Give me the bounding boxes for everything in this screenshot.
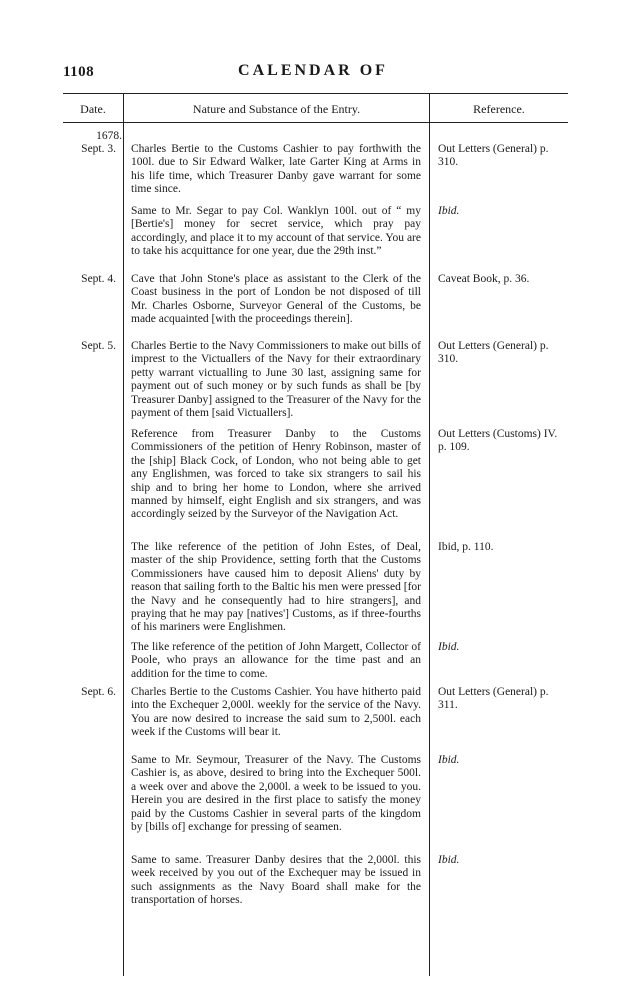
entry-date: Sept. 5. bbox=[81, 340, 116, 352]
entry-text bbox=[131, 686, 421, 740]
entry-text bbox=[131, 641, 421, 681]
table-top-rule bbox=[63, 93, 568, 94]
entry-date: Sept. 4. bbox=[81, 273, 116, 285]
column-divider-1 bbox=[123, 93, 124, 976]
entry-paragraph: Same to same. Treasurer Danby desires that the 2,000l. this week received by you out of the Exchequer may be issued in such assignments as the Navy Board shall make for the transportation of horses. bbox=[131, 854, 421, 907]
entry-paragraph: The like reference of the petition of John Margett, Collector of Poole, who prays an allowance for the time past and an addition for the time to come. bbox=[131, 641, 421, 680]
entry-paragraph: Charles Bertie to the Navy Commissioners to make out bills of imprest to the Victuallers of the Navy for their extraordinary petty warrant victualling to June 30 last, assigning same for payment out of such money or by such funds as shall be [by Treasurer Danby] assigned to the Treasurer of the Navy for the payment of them [said Victuallers]. bbox=[131, 340, 421, 420]
entry-date: Sept. 3. bbox=[81, 143, 116, 155]
entry-reference: Ibid. bbox=[438, 854, 460, 866]
entry-reference: Ibid, p. 110. bbox=[438, 541, 494, 553]
entry-reference: Out Letters (General) p. 310. bbox=[438, 143, 549, 169]
entry-text bbox=[131, 205, 421, 259]
column-header-date: Date. bbox=[80, 102, 106, 116]
entry-text bbox=[131, 273, 421, 327]
entry-paragraph: The like reference of the petition of John Estes, of Deal, master of the ship Providence, setting forth that the Customs Commissioners have caused him to deposit Aliens' duty by reason that sailing forth to the Baltic his men were pressed [for the Navy and he consequently had to hire strangers], and praying that he may pay [natives'] Customs, as if three-fourths of his mariners were Englishmen. bbox=[131, 541, 421, 634]
column-header-reference: Reference. bbox=[473, 102, 525, 116]
table-header-rule bbox=[63, 122, 568, 123]
entry-paragraph: Charles Bertie to the Customs Cashier to pay forthwith the 100l. due to Sir Edward Walker, late Garter King at Arms in his life time, which Treasurer Danby gave warrant for some time since. bbox=[131, 143, 421, 196]
entry-paragraph: Same to Mr. Seymour, Treasurer of the Navy. The Customs Cashier is, as above, desired to bring into the Exchequer 500l. a week over and above the 2,000l. a week to be issued to you. Herein you are desired in the first place to satisfy the money paid by the Customs Cashier in several parts of the kingdom by [bills of] exchange for pressing of seamen. bbox=[131, 754, 421, 834]
entry-reference: Out Letters (Customs) IV. p. 109. bbox=[438, 428, 558, 454]
entry-text bbox=[131, 541, 421, 635]
entry-reference: Caveat Book, p. 36. bbox=[438, 273, 530, 285]
entry-reference: Ibid. bbox=[438, 641, 460, 653]
entry-text bbox=[131, 340, 421, 420]
column-divider-2 bbox=[429, 93, 430, 976]
entry-paragraph: Reference from Treasurer Danby to the Customs Commissioners of the petition of Henry Robinson, master of the [ship] Black Cock, of London, who not being able to get any Englishmen, was forced to take six strangers to sail his ship and to bring her home to London, where she arrived manned by himself, eight English and six strangers, and was accordingly seized by the Surveyor of the Navigation Act. bbox=[131, 428, 421, 521]
entry-reference: Ibid. bbox=[438, 205, 460, 217]
entry-reference: Ibid. bbox=[438, 754, 460, 766]
entry-paragraph: Charles Bertie to the Customs Cashier. You have hitherto paid into the Exchequer 2,000l. weekly for the service of the Navy. You are now desired to increase the said sum to 2,500l. each week if the Customs will bear it. bbox=[131, 686, 421, 739]
entry-reference: Out Letters (General) p. 310. bbox=[438, 340, 549, 366]
entry-text bbox=[131, 754, 421, 834]
entry-text bbox=[131, 143, 421, 197]
entry-paragraph: Same to Mr. Segar to pay Col. Wanklyn 100l. out of “ my [Bertie's] money for secret service, which pray pay accordingly, and place it to my account of that service. You are to take his acquittance for one year, due the 29th inst.” bbox=[131, 205, 421, 258]
entry-date: Sept. 6. bbox=[81, 686, 116, 698]
entry-text bbox=[131, 428, 421, 522]
entry-text bbox=[131, 854, 421, 908]
page-number: 1108 bbox=[63, 64, 95, 80]
entry-reference: Out Letters (General) p. 311. bbox=[438, 686, 549, 712]
year-label: 1678. bbox=[96, 130, 122, 142]
column-header-entry: Nature and Substance of the Entry. bbox=[192, 102, 361, 116]
running-title: CALENDAR OF bbox=[238, 62, 388, 79]
entry-paragraph: Cave that John Stone's place as assistant to the Clerk of the Coast business in the port of London be not disposed of till Mr. Charles Osborne, Surveyor General of the Customs, be made acquainted [with the proceedings therein]. bbox=[131, 273, 421, 326]
